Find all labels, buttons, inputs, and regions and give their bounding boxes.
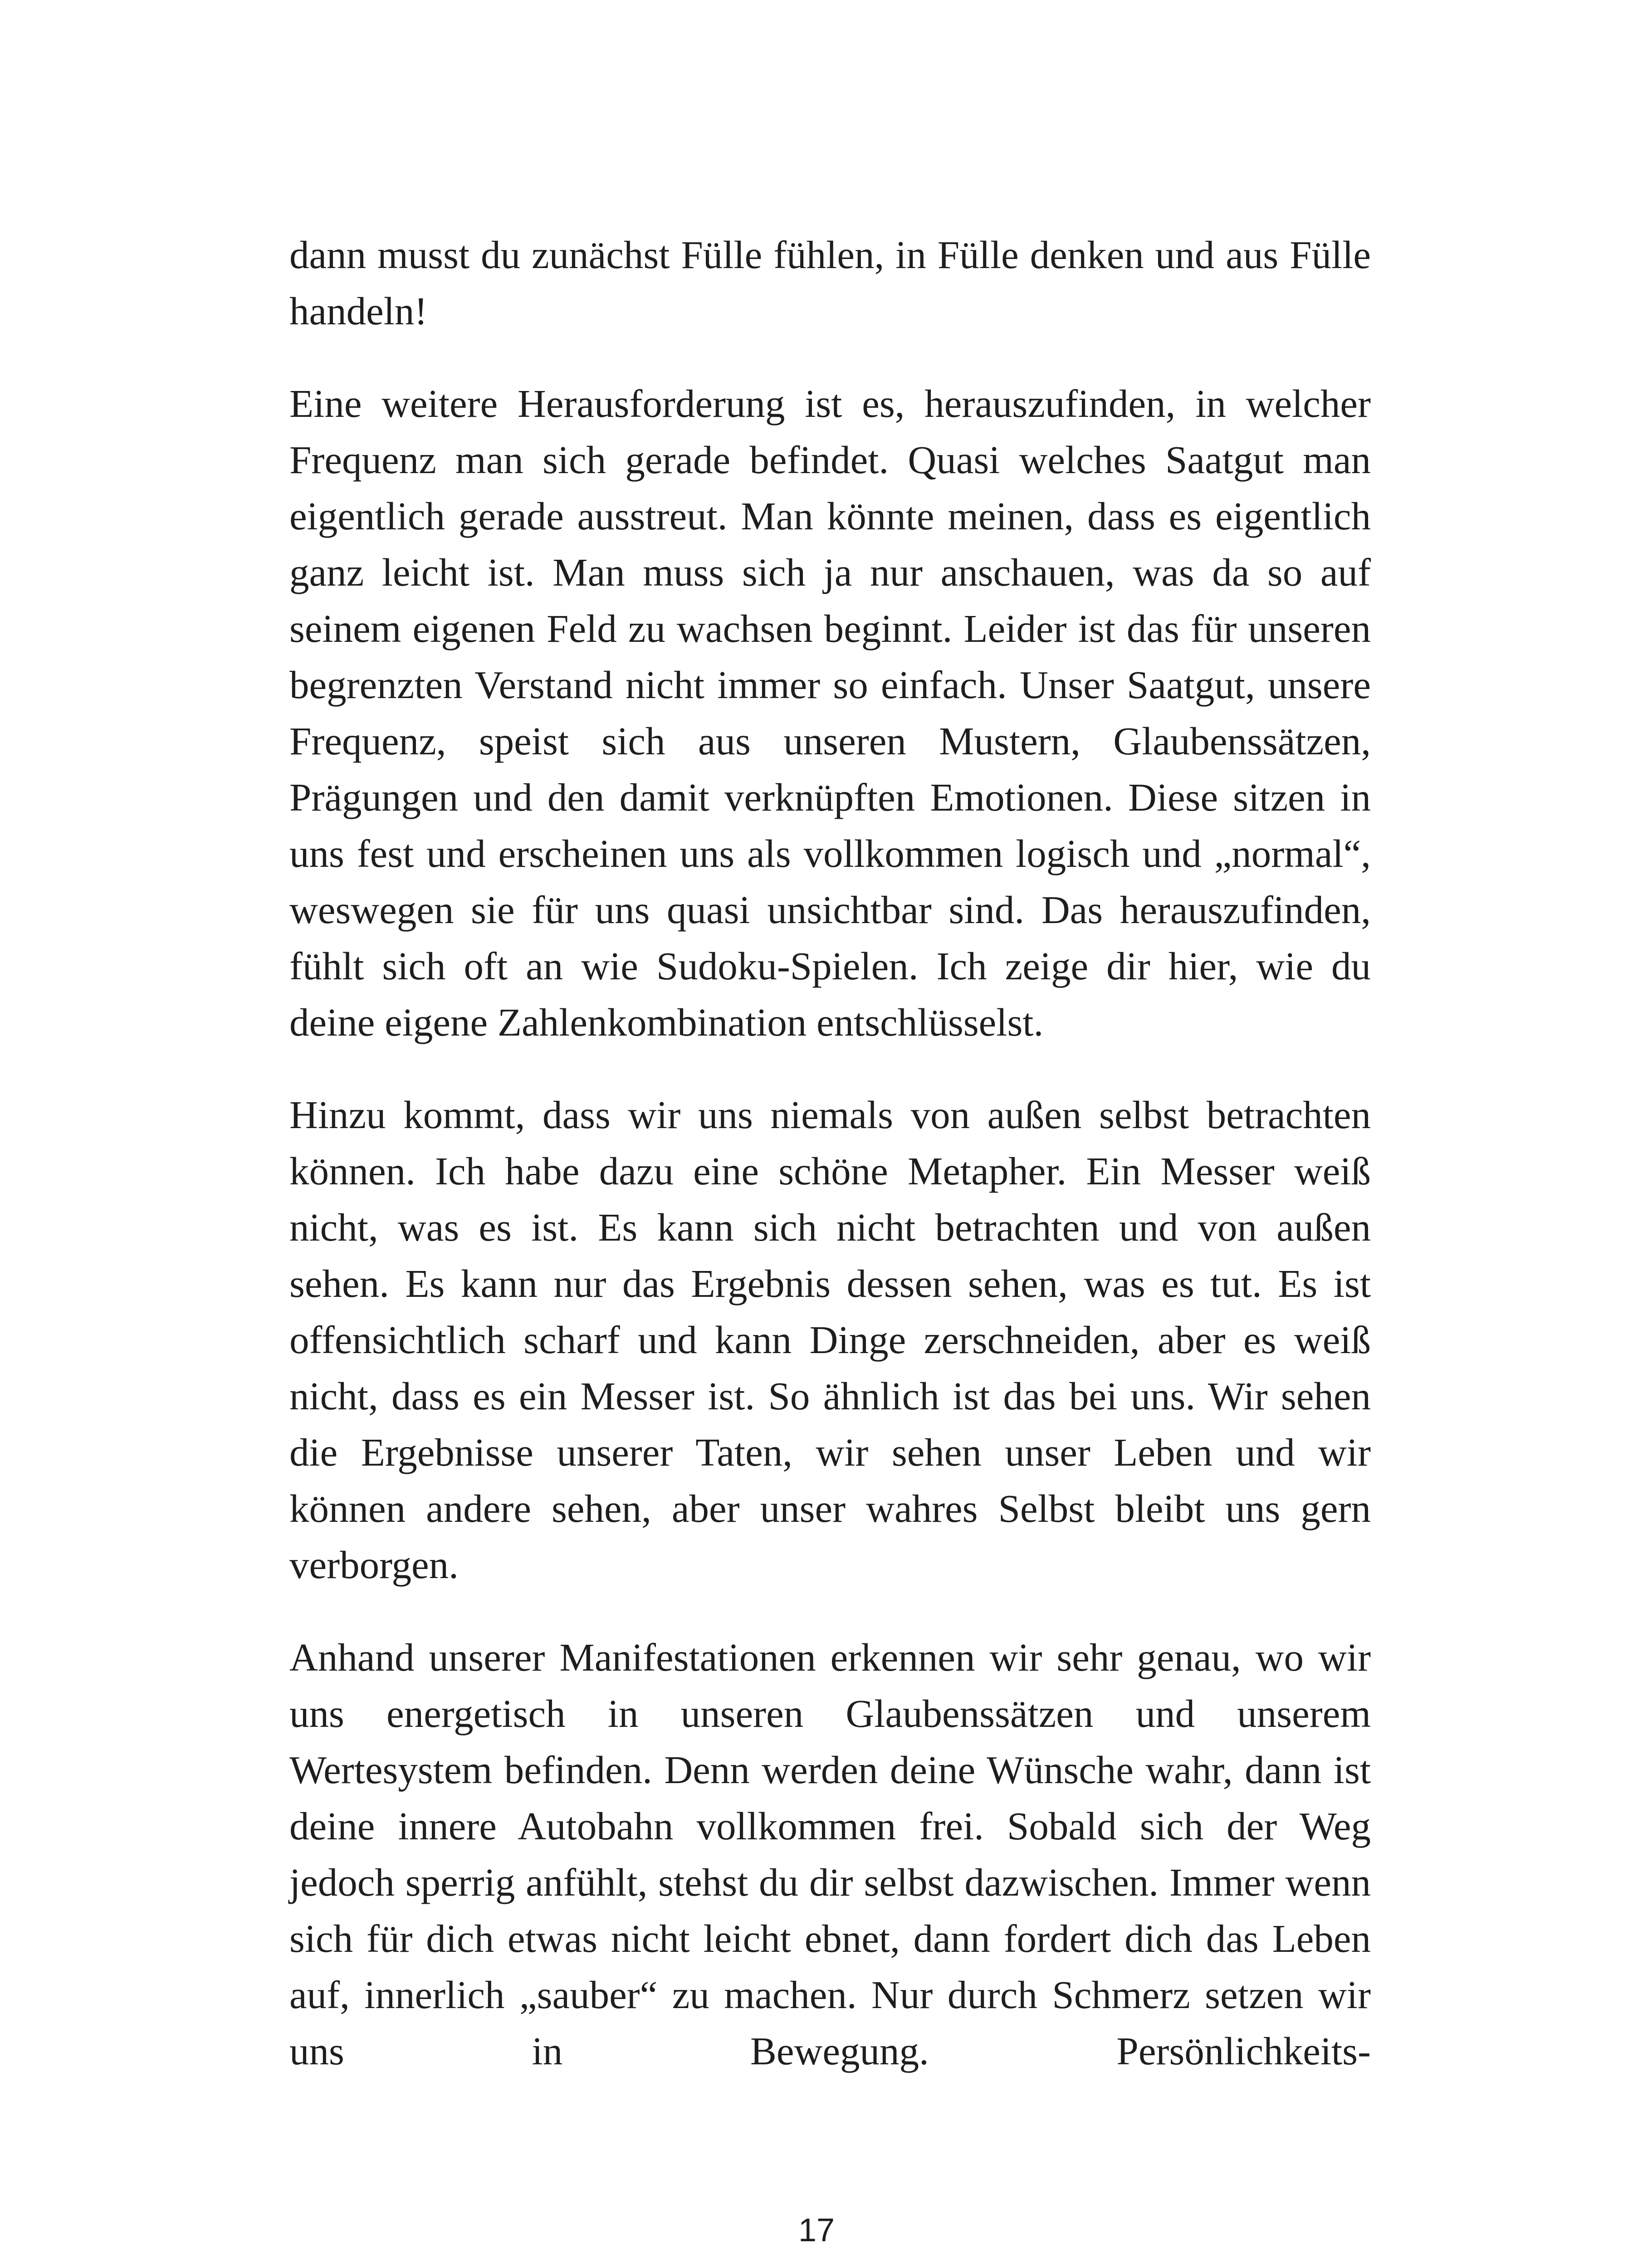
paragraph-3: Hinzu kommt, dass wir uns niemals von außen selbst betrachten können. Ich habe dazu eine schöne Metapher. Ein Messer weiß nicht, was es ist. Es kann sich nicht betrachten und von außen sehen. Es kann nur das Ergebnis dessen sehen, was es tut. Es ist offensichtlich scharf und kann Dinge zerschneiden, aber es weiß nicht, dass es ein Messer ist. So ähnlich ist das bei uns. Wir sehen die Ergebnisse unserer Taten, wir sehen unser Leben und wir können andere sehen, aber unser wahres Selbst bleibt uns gern verborgen. xyxy=(289,1093,1371,1587)
page-number: 17 xyxy=(798,2212,835,2248)
paragraph-2: Eine weitere Herausforderung ist es, herauszufinden, in welcher Frequenz man sich gerade befindet. Quasi welches Saatgut man eigentlich gerade ausstreut. Man könnte meinen, dass es eigentlich ganz leicht ist. Man muss sich ja nur anschauen, was da so auf seinem eigenen Feld zu wachsen beginnt. Leider ist das für unseren begrenzten Verstand nicht immer so einfach. Unser Saatgut, unsere Frequenz, speist sich aus unseren Mustern, Glaubenssätzen, Prägungen und den damit verknüpften Emotionen. Diese sitzen in uns fest und erscheinen uns als vollkommen logisch und „normal“, weswegen sie für uns quasi unsichtbar sind. Das herauszufinden, fühlt sich oft an wie Sudoku-Spielen. Ich zeige dir hier, wie du deine eigene Zahlenkombination entschlüsselst. xyxy=(289,381,1371,1044)
body-text xyxy=(289,227,1371,2079)
paragraph-4: Anhand unserer Manifestationen erkennen wir sehr genau, wo wir uns energetisch in unseren Glaubenssätzen und unserem Wertesystem befinden. Denn werden deine Wünsche wahr, dann ist deine innere Autobahn vollkommen frei. Sobald sich der Weg jedoch sperrig anfühlt, stehst du dir selbst dazwischen. Immer wenn sich für dich etwas nicht leicht ebnet, dann fordert dich das Leben auf, innerlich „sauber“ zu machen. Nur durch Schmerz setzen wir uns in Bewegung. Persönlichkeits- xyxy=(289,1635,1371,2073)
paragraph-1: dann musst du zunächst Fülle fühlen, in Fülle denken und aus Fülle handeln! xyxy=(289,233,1371,333)
